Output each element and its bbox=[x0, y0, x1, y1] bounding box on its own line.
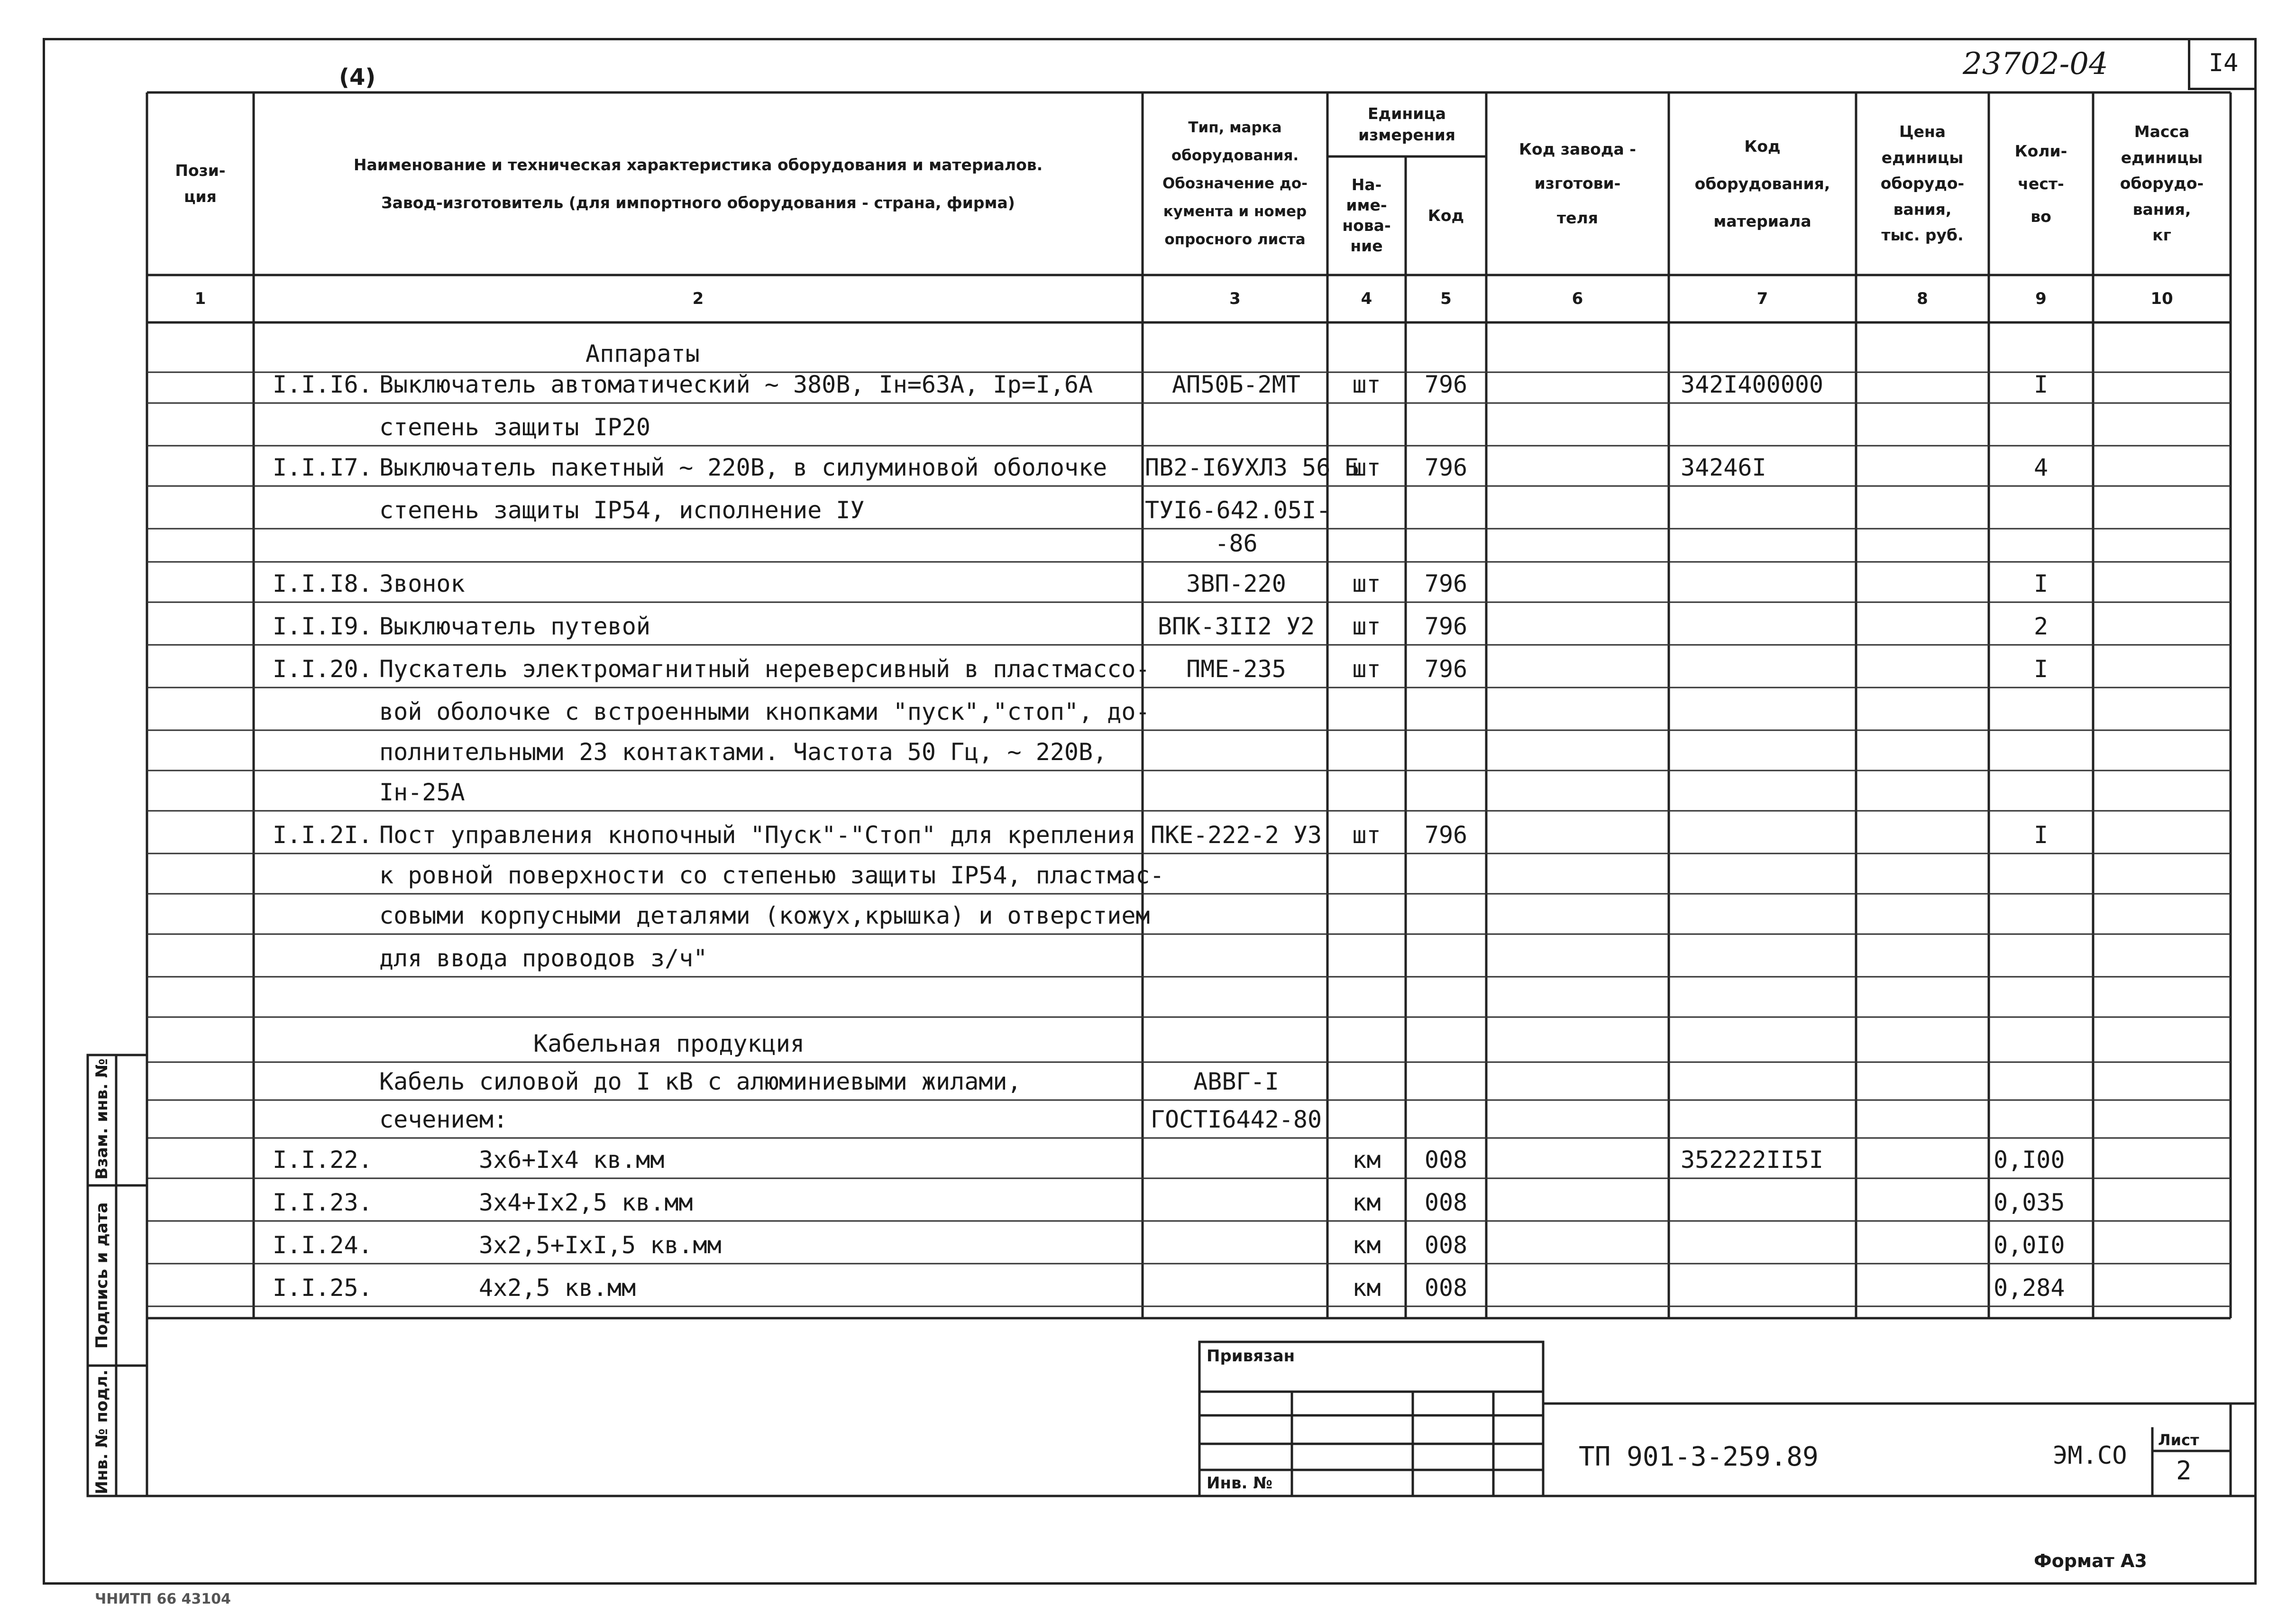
row-unit-code: 796 bbox=[1424, 613, 1468, 640]
format-label: Формат А3 bbox=[2034, 1551, 2147, 1571]
side-stamp-podpis: Подпись и дата bbox=[92, 1202, 111, 1349]
row-name: Выключатель автоматический ~ 380В, Iн=63А, Iр=I,6А bbox=[379, 371, 1093, 398]
col-num-7: 7 bbox=[1756, 289, 1768, 308]
list-number: 2 bbox=[2176, 1456, 2192, 1486]
row-position: I.I.2I. bbox=[273, 821, 373, 849]
row-position: I.I.20. bbox=[273, 655, 373, 683]
row-quantity: 0,284 bbox=[1994, 1274, 2065, 1302]
title-block-inv-no: Инв. № bbox=[1207, 1474, 1273, 1493]
row-name: 3х4+Iх2,5 кв.мм bbox=[479, 1189, 693, 1216]
list-label: Лист bbox=[2158, 1431, 2199, 1449]
row-name: 3х6+Iх4 кв.мм bbox=[479, 1146, 665, 1174]
row-quantity: 2 bbox=[2033, 613, 2049, 640]
row-name: Выключатель пакетный ~ 220В, в силуминовой оболочке bbox=[379, 454, 1107, 481]
row-unit: км bbox=[1352, 1146, 1381, 1174]
row-unit: км bbox=[1352, 1274, 1381, 1302]
row-type: -86 bbox=[1215, 530, 1258, 557]
row-type: ВПК-3II2 У2 bbox=[1157, 613, 1315, 640]
header-maker-code: Код завода - изготови- теля bbox=[1519, 139, 1636, 227]
row-unit: шт bbox=[1352, 570, 1381, 597]
row-quantity: I bbox=[2033, 570, 2049, 597]
row-name: 4х2,5 кв.мм bbox=[479, 1274, 636, 1302]
row-unit: шт bbox=[1352, 821, 1381, 849]
row-quantity: 0,I00 bbox=[1994, 1146, 2065, 1174]
row-unit-code: 796 bbox=[1424, 821, 1468, 849]
header-type: Тип, марка оборудования. Обозначение до- кумента и номер опросного листа bbox=[1162, 119, 1308, 248]
row-quantity: 0,035 bbox=[1994, 1189, 2065, 1216]
side-stamp-vzam: Взам. инв. № bbox=[92, 1058, 111, 1180]
col-num-5: 5 bbox=[1440, 289, 1452, 308]
header-mass: Масса единицы оборудо- вания, кг bbox=[2120, 122, 2204, 245]
row-position: I.I.I9. bbox=[273, 613, 373, 640]
row-unit: шт bbox=[1352, 655, 1381, 683]
row-name: Пост управления кнопочный "Пуск"-"Стоп" для крепления bbox=[379, 821, 1136, 849]
row-unit-code: 796 bbox=[1424, 570, 1468, 597]
header-unit-group: Единица измерения bbox=[1358, 104, 1455, 144]
row-position: I.I.I6. bbox=[273, 371, 373, 398]
row-position: I.I.24. bbox=[273, 1231, 373, 1259]
header-unit-code: Код bbox=[1427, 206, 1464, 225]
header-position: Пози- ция bbox=[175, 161, 226, 206]
row-position: I.I.I8. bbox=[273, 570, 373, 597]
col-num-4: 4 bbox=[1361, 289, 1372, 308]
row-unit-code: 008 bbox=[1424, 1231, 1468, 1259]
col-num-2: 2 bbox=[692, 289, 704, 308]
row-unit: км bbox=[1352, 1231, 1381, 1259]
row-name: Выключатель путевой bbox=[379, 613, 650, 640]
row-unit-code: 008 bbox=[1424, 1146, 1468, 1174]
row-name: к ровной поверхности со степенью защиты IP54, пластмас- bbox=[379, 862, 1164, 889]
row-name: Звонок bbox=[379, 570, 465, 597]
row-equipment-code: 342I400000 bbox=[1681, 371, 1824, 398]
row-name: Пускатель электромагнитный нереверсивный в пластмассо- bbox=[379, 655, 1150, 683]
row-unit-code: 796 bbox=[1424, 454, 1468, 481]
row-type: ТУI6-642.05I- bbox=[1145, 496, 1331, 524]
col-num-10: 10 bbox=[2150, 289, 2173, 308]
row-name: Кабельная продукция bbox=[533, 1030, 805, 1057]
col-num-9: 9 bbox=[2035, 289, 2047, 308]
row-name: Аппараты bbox=[585, 340, 700, 367]
row-unit-code: 796 bbox=[1424, 655, 1468, 683]
row-type: ГОСТI6442-80 bbox=[1150, 1106, 1322, 1133]
row-name: степень защиты IP54, исполнение IУ bbox=[379, 496, 865, 524]
row-quantity: 4 bbox=[2033, 454, 2049, 481]
header-equipment-code: Код оборудования, материала bbox=[1694, 137, 1830, 231]
row-unit-code: 796 bbox=[1424, 371, 1468, 398]
row-unit-code: 008 bbox=[1424, 1189, 1468, 1216]
header-unit-name: На- име- нова- ние bbox=[1342, 175, 1391, 255]
row-type: ПВ2-I6УХЛ3 56 Б bbox=[1145, 454, 1359, 481]
row-unit: шт bbox=[1352, 613, 1381, 640]
header-price: Цена единицы оборудо- вания, тыс. руб. bbox=[1880, 122, 1965, 245]
row-name: Iн-25А bbox=[379, 779, 465, 806]
row-position: I.I.22. bbox=[273, 1146, 373, 1174]
row-position: I.I.I7. bbox=[273, 454, 373, 481]
row-equipment-code: 34246I bbox=[1681, 454, 1766, 481]
col-num-3: 3 bbox=[1229, 289, 1241, 308]
row-unit: шт bbox=[1352, 454, 1381, 481]
top-left-mark: (4) bbox=[339, 64, 376, 91]
row-type: АВВГ-I bbox=[1193, 1068, 1279, 1095]
row-quantity: I bbox=[2033, 371, 2049, 398]
col-num-1: 1 bbox=[194, 289, 206, 308]
row-unit: км bbox=[1352, 1189, 1381, 1216]
document-code: 23702-04 bbox=[1963, 46, 2108, 82]
row-name: Кабель силовой до I кВ с алюминиевыми жилами, bbox=[379, 1068, 1022, 1095]
row-quantity: I bbox=[2033, 655, 2049, 683]
title-block-privyazan: Привязан bbox=[1207, 1347, 1295, 1366]
row-name: вой оболочке с встроенными кнопками "пуск","стоп", до- bbox=[379, 698, 1150, 725]
bottom-left-stamp: ЧНИТП 66 43104 bbox=[95, 1591, 231, 1607]
row-type: ЗВП-220 bbox=[1186, 570, 1286, 597]
page-number: I4 bbox=[2188, 38, 2257, 90]
row-name: 3х2,5+IхI,5 кв.мм bbox=[479, 1231, 722, 1259]
header-name: Наименование и техническая характеристика оборудования и материалов. Завод-изготовитель (для импортного оборудования - страна, фирма) bbox=[353, 156, 1043, 212]
col-num-6: 6 bbox=[1572, 289, 1583, 308]
row-quantity: 0,0I0 bbox=[1994, 1231, 2065, 1259]
row-equipment-code: 352222II5I bbox=[1681, 1146, 1824, 1174]
doc-designation: ТП 901-3-259.89 bbox=[1579, 1441, 1819, 1472]
row-unit-code: 008 bbox=[1424, 1274, 1468, 1302]
row-type: АП50Б-2МТ bbox=[1172, 371, 1300, 398]
row-name: для ввода проводов з/ч" bbox=[379, 945, 708, 972]
row-name: степень защиты IP20 bbox=[379, 413, 650, 441]
side-stamp-inv: Инв. № подл. bbox=[92, 1369, 111, 1495]
row-name: полнительными 23 контактами. Частота 50 Гц, ~ 220В, bbox=[379, 738, 1107, 766]
row-position: I.I.23. bbox=[273, 1189, 373, 1216]
row-type: ПМЕ-235 bbox=[1186, 655, 1286, 683]
col-num-8: 8 bbox=[1917, 289, 1928, 308]
doc-mark: ЭМ.СО bbox=[2053, 1441, 2127, 1470]
row-name: совыми корпусными деталями (кожух,крышка) и отверстием bbox=[379, 902, 1150, 929]
header-quantity: Коли- чест- во bbox=[2014, 141, 2067, 226]
row-unit: шт bbox=[1352, 371, 1381, 398]
row-quantity: I bbox=[2033, 821, 2049, 849]
row-name: сечением: bbox=[379, 1106, 508, 1133]
row-type: ПКЕ-222-2 УЗ bbox=[1150, 821, 1322, 849]
row-position: I.I.25. bbox=[273, 1274, 373, 1302]
